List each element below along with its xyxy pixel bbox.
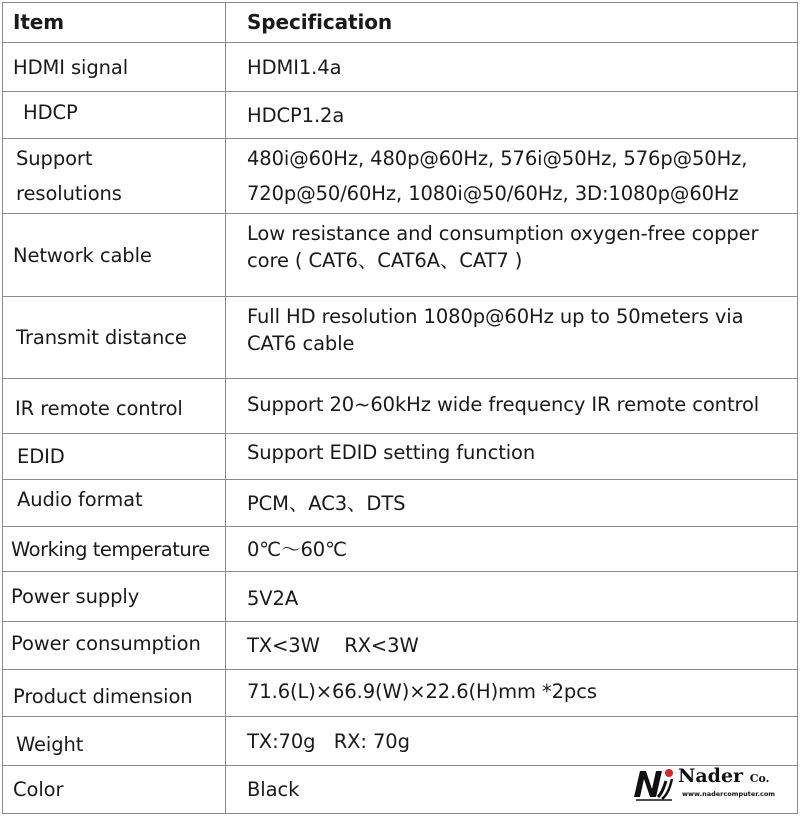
row-value <box>226 379 798 434</box>
logo-suffix: Co. <box>749 772 770 785</box>
row-value <box>226 670 798 717</box>
row-label-text: Power supply <box>11 585 140 608</box>
row-label-text: HDMI signal <box>13 55 129 79</box>
row-value-text: TX<3W RX<3W <box>247 634 419 657</box>
row-value-text: 720p@50/60Hz, 1080i@50/60Hz, 3D:1080p@60Hz <box>247 182 739 205</box>
row-label-text: Color <box>13 778 64 801</box>
row-value-text: 5V2A <box>247 587 299 610</box>
row-label <box>3 572 226 622</box>
table-row <box>3 670 798 717</box>
nader-logo <box>632 766 782 802</box>
row-label-text: Audio format <box>17 487 143 511</box>
row-value <box>226 92 798 139</box>
table-row <box>3 622 798 670</box>
row-label-text: Network cable <box>13 243 152 267</box>
table-row <box>3 297 798 379</box>
row-label-text: Weight <box>16 732 84 756</box>
logo-url: www.nadercomputer.com <box>682 790 776 798</box>
specification-table <box>2 2 798 814</box>
row-value-text: PCM、AC3、DTS <box>247 491 406 515</box>
row-value-text: TX:70g RX: 70g <box>247 729 410 753</box>
row-label <box>3 766 226 814</box>
row-value <box>226 622 798 670</box>
row-label <box>3 670 226 717</box>
row-value-text: 480i@60Hz, 480p@60Hz, 576i@50Hz, 576p@50Hz, <box>247 147 748 170</box>
row-value <box>226 527 798 572</box>
row-label-text: IR remote control <box>15 396 183 420</box>
nader-logo-mark-icon <box>632 767 676 801</box>
row-value-text: 71.6(L)×66.9(W)×22.6(H)mm *2pcs <box>247 679 597 703</box>
row-label <box>3 92 226 139</box>
row-value-text: Full HD resolution 1080p@60Hz up to 50meters via <box>247 305 744 328</box>
row-label-text: Product dimension <box>13 684 193 708</box>
table-row <box>3 480 798 527</box>
row-value-text: CAT6 cable <box>247 332 355 355</box>
row-value-text: Black <box>247 778 300 801</box>
table-row <box>3 43 798 92</box>
row-label-text: HDCP <box>23 100 78 124</box>
row-label <box>3 297 226 379</box>
row-label <box>3 43 226 92</box>
header-item: Item <box>3 3 226 43</box>
table-row <box>3 139 798 214</box>
row-value <box>226 480 798 527</box>
row-value <box>226 434 798 480</box>
row-label-text: Transmit distance <box>16 326 187 349</box>
row-value <box>226 43 798 92</box>
row-label-text: Support <box>16 147 93 170</box>
row-value-text: 0℃～60℃ <box>247 537 347 561</box>
row-value-text: Support 20~60kHz wide frequency IR remote control <box>247 392 760 416</box>
row-label <box>3 717 226 766</box>
table-header-row <box>3 3 798 43</box>
row-label <box>3 214 226 297</box>
table-row <box>3 434 798 480</box>
row-value <box>226 717 798 766</box>
table-row <box>3 214 798 297</box>
row-label <box>3 434 226 480</box>
table-row <box>3 717 798 766</box>
table-row <box>3 572 798 622</box>
row-label <box>3 379 226 434</box>
row-value-text: core ( CAT6、CAT6A、CAT7 ) <box>247 249 523 272</box>
header-specification: Specification <box>226 3 798 43</box>
row-label-text: Power consumption <box>11 632 201 655</box>
row-label <box>3 622 226 670</box>
row-value <box>226 297 798 379</box>
row-value <box>226 214 798 297</box>
table-row <box>3 92 798 139</box>
table-row <box>3 527 798 572</box>
row-label <box>3 139 226 214</box>
table-row <box>3 379 798 434</box>
logo-wordmark <box>678 765 769 787</box>
row-label-text: Working temperature <box>11 537 210 561</box>
row-label <box>3 480 226 527</box>
logo-name-text: Nader <box>678 765 744 787</box>
row-value-text: HDMI1.4a <box>247 55 342 79</box>
row-label-text: EDID <box>17 445 65 468</box>
row-value <box>226 139 798 214</box>
row-value-text: Support EDID setting function <box>247 441 536 464</box>
row-value-text: HDCP1.2a <box>247 103 345 127</box>
row-value <box>226 572 798 622</box>
row-label <box>3 527 226 572</box>
row-value-text: Low resistance and consumption oxygen-free copper <box>247 222 759 245</box>
row-label-text: resolutions <box>16 182 122 205</box>
